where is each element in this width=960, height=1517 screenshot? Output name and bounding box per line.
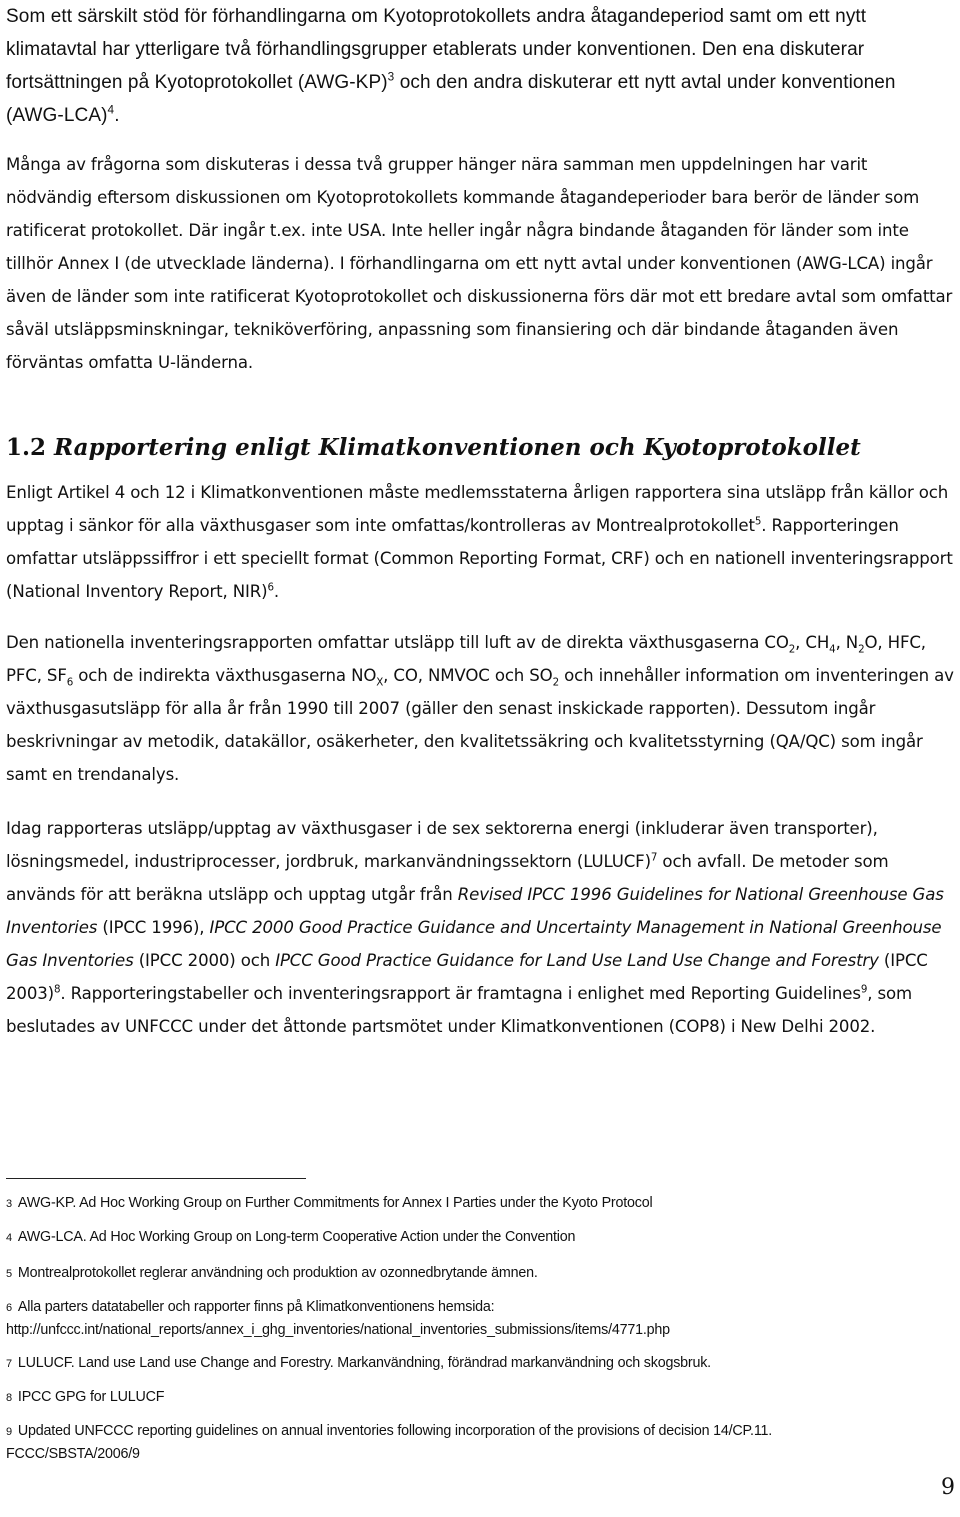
subscript: 2: [552, 676, 559, 689]
footnote-divider: [6, 1178, 306, 1179]
paragraph-national-inventory: [6, 626, 954, 791]
footnote-mark: 4: [6, 1232, 12, 1244]
paragraph-sectors-methods: [6, 812, 954, 1043]
paragraph-text: , som beslutades av UNFCCC under det åttonde partsmötet under Klimatkonventionen (COP8) i New Delhi 2002.: [6, 984, 912, 1036]
footnote-text: IPCC GPG for LULUCF: [17, 1389, 165, 1405]
footnote-4: [6, 1226, 946, 1249]
footnote-5: [6, 1262, 946, 1285]
paragraph-text: (IPCC 2003): [6, 951, 928, 1003]
paragraph-negotiation-groups: [6, 0, 954, 132]
footnote-ref-9[interactable]: 9: [860, 983, 868, 996]
page-number: 9: [941, 1475, 955, 1500]
subscript: X: [376, 676, 384, 689]
footnote-6: [6, 1296, 946, 1341]
footnote-text: AWG-KP. Ad Hoc Working Group on Further Commitments for Annex I Parties under the Kyoto Protocol: [17, 1195, 653, 1211]
section-heading: [6, 434, 861, 461]
citation-title: Revised IPCC 1996 Guidelines for National Greenhouse Gas Inventories: [6, 885, 944, 937]
subscript: 4: [829, 643, 836, 656]
paragraph-text: Den nationella inventeringsrapporten omfattar utsläpp till luft av de direkta växthusgaserna CO: [6, 633, 789, 652]
paragraph-text: Som ett särskilt stöd för förhandlingarna om Kyotoprotokollets andra åtagandeperiod samt om ett nytt klimatavtal har ytterligare två förhandlingsgrupper etablerats under konventionen. Den ena diskuterar fortsättningen på Kyotoprotokollet (AWG-KP): [6, 6, 867, 93]
footnote-ref-8[interactable]: 8: [53, 983, 61, 996]
footnote-mark: 8: [6, 1392, 12, 1404]
paragraph-text: och de indirekta växthusgaserna NO: [73, 666, 377, 685]
paragraph-text: . Rapporteringen omfattar utsläppssiffror i ett speciellt format (Common Reporting Format, CRF) och en nationell inventeringsrapport (National Inventory Report, NIR): [6, 516, 953, 601]
paragraph-text: .: [114, 105, 120, 126]
footnote-mark: 7: [6, 1358, 12, 1370]
footnote-text: AWG-LCA. Ad Hoc Working Group on Long-term Cooperative Action under the Convention: [17, 1229, 576, 1245]
footnote-text: Montrealprotokollet reglerar användning och produktion av ozonnedbrytande ämnen.: [17, 1265, 538, 1281]
footnote-7: [6, 1352, 946, 1375]
footnote-ref-6[interactable]: 6: [267, 581, 274, 594]
footnote-mark: 9: [6, 1426, 12, 1438]
footnote-ref-7[interactable]: 7: [650, 851, 658, 864]
paragraph-text: och avfall. De metoder som används för att beräkna utsläpp och upptag utgår från: [6, 852, 889, 904]
footnote-mark: 5: [6, 1268, 12, 1280]
paragraph-text: .: [273, 582, 280, 601]
footnote-mark: 3: [6, 1198, 12, 1210]
footnote-text: Alla parters datatabeller och rapporter finns på Klimatkonventionens hemsida:: [17, 1299, 495, 1315]
footnote-text: LULUCF. Land use Land use Change and Forestry. Markanvändning, förändrad markanvändning och skogsbruk.: [17, 1355, 711, 1371]
paragraph-text: och innehåller information om inventeringen av växthusgasutsläpp för alla år från 1990 till 2007 (gäller den senast inskickade rapporten). Dessutom ingår beskrivningar av metodik, datakällor, osäkerheter, den kvalitetssäkring och kvalitetsstyrning (QA/QC) som ingår samt en trendanalys.: [6, 666, 954, 784]
paragraph-text: (IPCC 2000) och: [133, 951, 276, 970]
paragraph-text: Idag rapporteras utsläpp/upptag av växthusgaser i de sex sektorerna energi (inkluderar även transporter), lösningsmedel, industriprocesser, jordbruk, markanvändningssektorn (LULUCF): [6, 819, 878, 871]
paragraph-text: (IPCC 1996),: [97, 918, 210, 937]
footnote-ref-5[interactable]: 5: [754, 515, 762, 528]
footnote-text: Updated UNFCCC reporting guidelines on annual inventories following incorporation of the provisions of decision 14/CP.11.: [17, 1423, 773, 1439]
subscript: 6: [66, 676, 74, 689]
paragraph-group-division: Många av frågorna som diskuteras i dessa två grupper hänger nära samman men uppdelningen har varit nödvändig eftersom diskussionen om Kyotoprotokollets kommande åtagandeperioder bara berör de länder som ratificerat protokollet. Där ingår t.ex. inte USA. Inte heller ingår några bindande åtaganden för länder som inte tillhör Annex I (de utvecklade länderna). I förhandlingarna om ett nytt avtal under konventionen (AWG-LCA) ingår även de länder som inte ratificerat Kyotoprotokollet och diskussionerna förs där mot ett bredare avtal som omfattar såväl utsläppsminskningar, tekniköverföring, anpassning som finansiering och där bindande åtaganden även förväntas omfatta U-länderna.: [6, 155, 953, 372]
footnote-8: [6, 1386, 946, 1409]
footnote-ref-3[interactable]: 3: [387, 70, 395, 84]
paragraph-text: och den andra diskuterar ett nytt avtal under konventionen (AWG-LCA): [6, 72, 896, 126]
section-title: Rapportering enligt Klimatkonventionen och Kyotoprotokollet: [46, 434, 861, 461]
paragraph-text: , CO, NMVOC och SO: [383, 666, 553, 685]
subscript: 2: [788, 643, 796, 656]
paragraph-text: O, HFC, PFC, SF: [6, 633, 926, 685]
footnote-mark: 6: [6, 1302, 12, 1314]
citation-title: IPCC 2000 Good Practice Guidance and Uncertainty Management in National Greenhouse Gas Inventories: [6, 918, 942, 970]
paragraph-text: Enligt Artikel 4 och 12 i Klimatkonventionen måste medlemsstaterna årligen rapportera sina utsläpp från källor och upptag i sänkor för alla växthusgaser som inte omfattas/kontrolleras av Montrealprotokollet: [6, 483, 949, 535]
paragraph-text: . Rapporteringstabeller och inventeringsrapport är framtagna i enlighet med Reporting Guidelines: [60, 984, 861, 1003]
paragraph-text: , N: [835, 633, 859, 652]
citation-title: IPCC Good Practice Guidance for Land Use Land Use Change and Forestry: [275, 951, 879, 970]
footnote-9: [6, 1420, 946, 1465]
subscript: 2: [858, 643, 865, 656]
footnote-3: [6, 1192, 946, 1215]
footnote-url[interactable]: http://unfccc.int/national_reports/annex_i_ghg_inventories/national_inventories_submissions/items/4771.php: [6, 1322, 670, 1338]
section-number: 1.2: [6, 434, 47, 461]
paragraph-text: , CH: [795, 633, 830, 652]
footnote-ref-4[interactable]: 4: [107, 103, 115, 117]
footnote-text: FCCC/SBSTA/2006/9: [6, 1446, 140, 1462]
paragraph-reporting-requirements: [6, 476, 954, 608]
